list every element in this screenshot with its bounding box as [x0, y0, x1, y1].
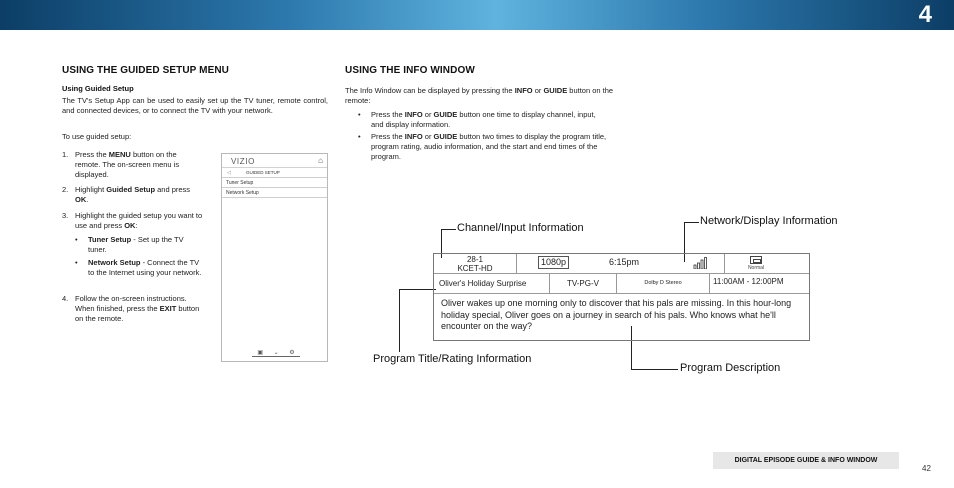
house-icon: ⌂: [318, 156, 323, 165]
step-number: 1.: [62, 150, 69, 159]
tv-menu-title: GUIDED SETUP: [246, 170, 280, 175]
back-arrow-icon: ◁: [227, 170, 231, 176]
info-bullet-1: • Press the INFO or GUIDE button one time to display channel, input, and display information.: [358, 110, 596, 129]
program-time-range: 11:00AM - 12:00PM: [713, 277, 784, 286]
leader-line: [631, 369, 678, 370]
info-window-heading: USING THE INFO WINDOW: [345, 65, 475, 76]
guided-setup-intro: The TV's Setup App can be used to easily set up the TV tuner, remote control, and connected devices, or to connect the TV with your network.: [62, 96, 328, 115]
to-use-text: To use guided setup:: [62, 132, 132, 141]
callout-channel-input: Channel/Input Information: [457, 222, 584, 234]
current-time: 6:15pm: [609, 257, 640, 267]
step-3: 3. Highlight the guided setup you want to use and press OK:: [62, 211, 203, 230]
row-divider: [724, 254, 725, 274]
vizio-logo: VIZIO: [231, 157, 255, 166]
sub-tuner-setup: • Tuner Setup - Set up the TV tuner.: [75, 235, 184, 254]
info-window-row-2: [434, 274, 809, 294]
step-number: 4.: [62, 294, 69, 303]
chapter-number: 4: [918, 1, 932, 28]
channel-name: KCET-HD: [457, 264, 493, 273]
audio-format: Dolby D Stereo: [617, 274, 710, 294]
callout-network-display: Network/Display Information: [700, 215, 838, 227]
bullet: •: [358, 110, 361, 119]
guided-setup-heading: USING THE GUIDED SETUP MENU: [62, 65, 229, 76]
picture-mode-icon: [750, 256, 762, 264]
step-4: 4. Follow the on-screen instructions. When finished, press the EXIT button on the remote.: [62, 294, 200, 323]
sub-network-setup: • Network Setup - Connect the TV to the Internet using your network.: [75, 258, 202, 277]
tv-menu-top-bar: [222, 154, 327, 168]
step-1: 1. Press the MENU button on the remote. The on-screen menu is displayed.: [62, 150, 180, 179]
input-icon: ▣: [257, 349, 263, 356]
info-window-row-1: [434, 254, 809, 274]
header-bar: [0, 0, 954, 30]
bullet: •: [75, 258, 78, 267]
channel-number: 28-1: [466, 255, 483, 264]
info-window-illustration: [433, 253, 810, 341]
program-title: Oliver's Holiday Surprise: [434, 274, 550, 294]
bullet: •: [358, 132, 361, 141]
tv-menu-item-tuner-setup: Tuner Setup: [222, 178, 327, 188]
leader-line: [399, 289, 400, 352]
info-window-intro: The Info Window can be displayed by pressing the INFO or GUIDE button on the remote:: [345, 86, 614, 105]
step-2: 2. Highlight Guided Setup and press OK.: [62, 185, 191, 204]
section-footer-label: DIGITAL EPISODE GUIDE & INFO WINDOW: [713, 452, 899, 469]
leader-line: [684, 222, 699, 223]
resolution-box: 1080p: [538, 256, 569, 269]
callout-program-description: Program Description: [680, 362, 781, 374]
picture-mode-label: Normal: [747, 265, 765, 271]
tv-menu-illustration: [221, 153, 328, 362]
tv-menu-bottom-icons: [252, 348, 300, 357]
signal-strength-icon: [693, 257, 708, 269]
step-number: 3.: [62, 211, 69, 220]
step-number: 2.: [62, 185, 69, 194]
leader-line: [441, 229, 456, 230]
leader-line: [399, 289, 436, 290]
bullet: •: [75, 235, 78, 244]
info-bullet-2: • Press the INFO or GUIDE button two times to display the program title, program rating, audio information, and the start and end times of the program.: [358, 132, 607, 161]
guided-setup-subheading: Using Guided Setup: [62, 84, 134, 93]
program-rating: TV-PG-V: [550, 274, 617, 294]
callout-program-title-rating: Program Title/Rating Information: [373, 353, 532, 365]
program-description: Oliver wakes up one morning only to discover that his pals are missing. In this hour-long holiday special, Oliver goes on a journey in search of his pals. Who knows what he'll encounter on the way?: [441, 298, 792, 332]
channel-cell: [434, 254, 517, 274]
page-number: 42: [922, 464, 931, 473]
gear-icon: ⚙: [289, 349, 295, 356]
tv-menu-title-row: [222, 168, 327, 178]
chevron-down-icon: ⌄: [273, 349, 279, 356]
tv-menu-item-network-setup: Network Setup: [222, 188, 327, 198]
